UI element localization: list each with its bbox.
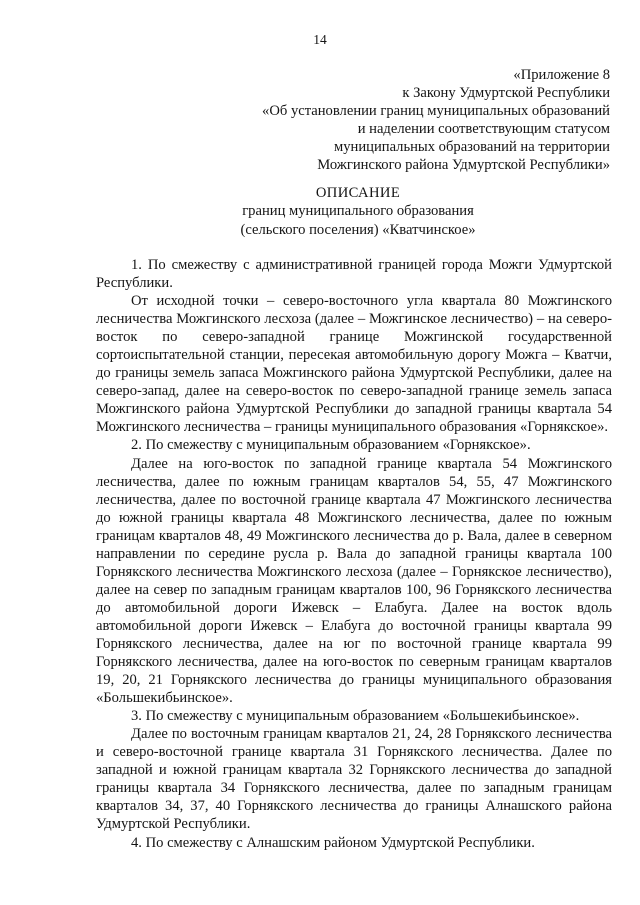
body-paragraph: Далее на юго-восток по западной границе квартала 54 Можгинского лесничества, далее по южным границам кварталов 54, 55, 47 Можгинского лесничества, далее по восточной границе квартала 47 Можгинского лесничества до южной границы квартала 48 Можгинского лесничества, далее по южным границам кварталов 48, 49 Можгинского лесничества до р. Вала, далее в северном направлении по середине русла р. Вала до западной границы квартала 100 Горнякского лесничества Можгинского лесхоза (далее – Горнякское лесничество), далее на север по западным границам кварталов 100, 96 Горнякского лесничества до автомобильной дороги Ижевск – Елабуга. Далее на восток вдоль автомобильной дороги Ижевск – Елабуга до восточной границы квартала 99 Горнякского лесничества, далее на юг по восточной границе квартала 99 Горнякского лесничества, далее на юго-восток по северным границам кварталов 19, 20, 21 Горнякского лесничества до границы муниципального образования «Большекибьинское». — [96, 455, 612, 707]
document-subtitle-line: границ муниципального образования — [242, 203, 474, 220]
body-paragraph: 1. По смежеству с административной границей города Можги Удмуртской Республики. — [96, 257, 612, 292]
page-number: 14 — [313, 32, 327, 47]
document-heading — [0, 184, 640, 239]
appendix-line: «Приложение 8 — [513, 67, 610, 83]
appendix-line: к Закону Удмуртской Республики — [402, 85, 610, 102]
body-paragraph: 3. По смежеству с муниципальным образованием «Большекибьинское». — [131, 708, 580, 725]
document-subtitle-line: (сельского поселения) «Кватчинское» — [240, 221, 476, 238]
body-paragraph: 4. По смежеству с Алнашским районом Удмуртской Республики. — [131, 834, 535, 851]
document-body — [96, 256, 612, 852]
appendix-line: «Об установлении границ муниципальных образований — [262, 103, 610, 120]
appendix-line: и наделении соответствующим статусом — [357, 121, 610, 138]
appendix-header — [210, 66, 610, 175]
body-paragraph: 2. По смежеству с муниципальным образованием «Горнякское». — [131, 437, 531, 454]
body-paragraph: Далее по восточным границам кварталов 21, 24, 28 Горнякского лесничества и северо-восточной границе квартала 31 Горнякского лесничества. Далее по западной и южной границам квартала 32 Горнякского лесничества до западной границы квартала 34 Горнякского лесничества, далее по западным границам кварталов 34, 37, 40 Горнякского лесничества до границы Алнашского района Удмуртской Республики. — [96, 726, 612, 833]
body-paragraph: От исходной точки – северо-восточного угла квартала 80 Можгинского лесничества Можгинского лесхоза (далее – Можгинское лесничество) – на северо-восток по северо-западной границе Можгинской государственной сортоиспытательной станции, пересекая автомобильную дорогу Можга – Кватчи, до границы земель запаса Можгинского района Удмуртской Республики, далее на северо-запад, далее на северо-восток по северо-западной границе земель запаса Можгинского района Удмуртской Республики до западной границы квартала 54 Можгинского лесничества – границы муниципального образования «Горнякское». — [96, 293, 612, 436]
appendix-line: Можгинского района Удмуртской Республики» — [317, 157, 610, 174]
document-title: ОПИСАНИЕ — [315, 185, 401, 201]
appendix-line: муниципальных образований на территории — [333, 139, 610, 156]
